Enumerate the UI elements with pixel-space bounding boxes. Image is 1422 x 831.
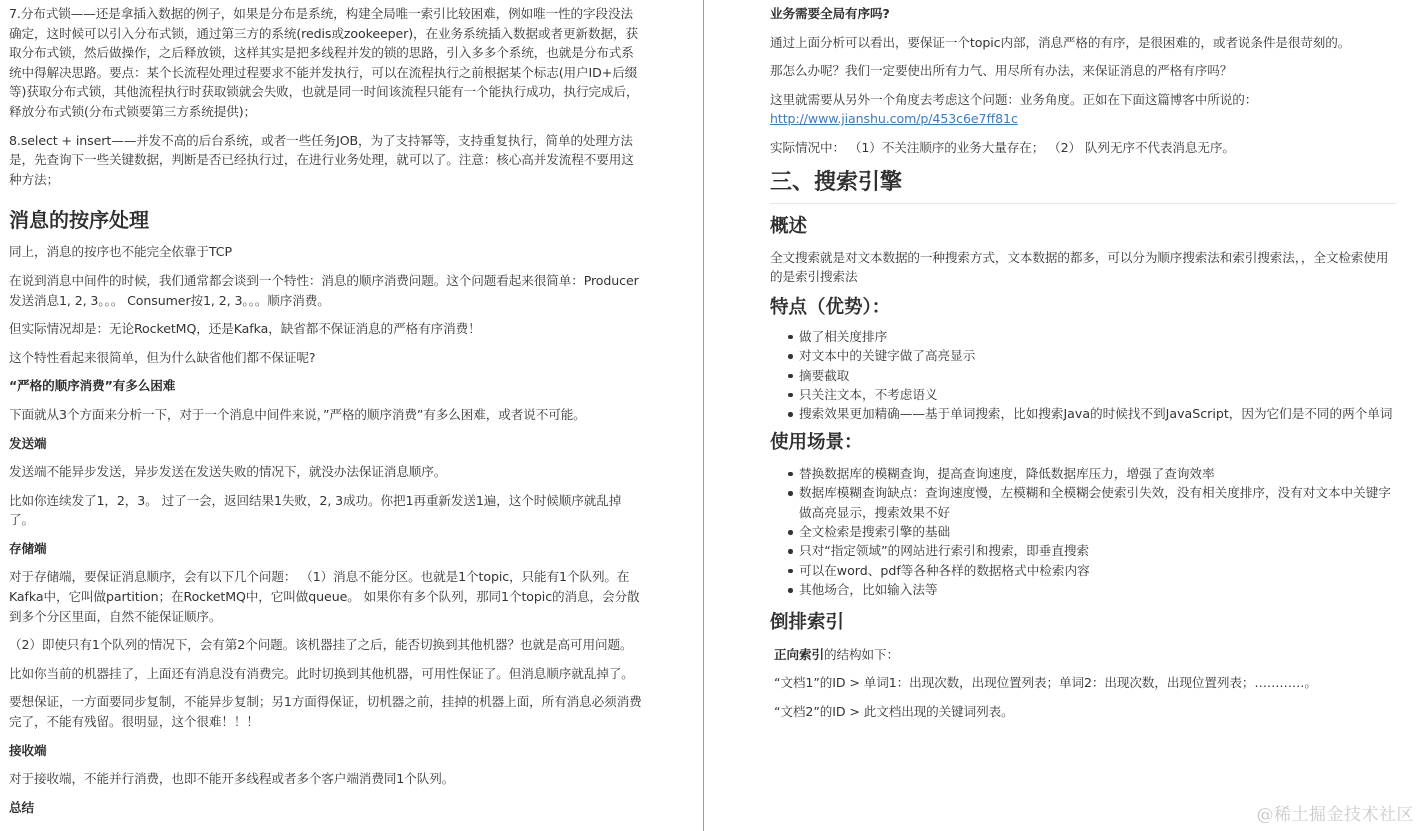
heading-storage: 存储端 bbox=[9, 540, 47, 556]
paragraph-feature: 在说到消息中间件的时候，我们通常都会谈到一个特性：消息的顺序消费问题。这个问题看起来很简单：Producer发送消息1, 2, 3。。。 Consumer按1, 2, 3。。。顺序消费。 bbox=[9, 272, 639, 308]
heading-receiver: 接收端 bbox=[9, 742, 47, 758]
scenarios-list bbox=[770, 464, 1397, 600]
heading-global-order: 业务需要全局有序吗? bbox=[770, 6, 890, 21]
list-item: 对文本中的关键字做了高亮显示 bbox=[799, 346, 1397, 365]
left-page bbox=[0, 0, 703, 831]
paragraph-sender-2: 比如你连续发了1，2，3。 过了一会，返回结果1失败，2, 3成功。你把1再重新发送1遍，这个时候顺序就乱掉了。 bbox=[9, 492, 622, 528]
right-page bbox=[704, 0, 1422, 831]
heading-inverted-index: 倒排索引 bbox=[770, 611, 845, 633]
paragraph-doc1: “文档1”的ID > 单词1：出现次数，出现位置列表；单词2：出现次数，出现位置列表；…………。 bbox=[774, 675, 1317, 691]
paragraph-overview: 全文搜索就是对文本数据的一种搜索方式，文本数据的都多，可以分为顺序搜索法和索引搜索法，，全文检索使用的是索引搜索法 bbox=[770, 249, 1389, 285]
forward-index-rest: 的结构如下： bbox=[823, 646, 899, 662]
heading-overview: 概述 bbox=[770, 215, 808, 237]
paragraph-receiver: 对于接收端，不能并行消费，也即不能开多线程或者多个客户端消费同1个队列。 bbox=[9, 771, 455, 787]
heading-message-order: 消息的按序处理 bbox=[9, 208, 149, 233]
paragraph-storage-3: 比如你当前的机器挂了，上面还有消息没有消费完。此时切换到其他机器，可用性保证了。但消息顺序就乱掉了。 bbox=[9, 665, 634, 681]
heading-features: 特点（优势）： bbox=[770, 296, 891, 318]
list-item: 替换数据库的模糊查询，提高查询速度，降低数据库压力，增强了查询效率 bbox=[799, 464, 1397, 483]
list-item: 只对“指定领域”的网站进行索引和搜索，即垂直搜索 bbox=[799, 541, 1397, 560]
heading-scenarios: 使用场景： bbox=[770, 431, 863, 453]
list-item: 搜索效果更加精确——基于单词搜索，比如搜索Java的时候找不到JavaScript，因为它们是不同的两个单词 bbox=[799, 404, 1397, 423]
list-item: 全文检索是搜索引擎的基础 bbox=[799, 522, 1397, 541]
paragraph-storage-4: 要想保证，一方面要同步复制，不能异步复制；另1方面得保证，切机器之前，挂掉的机器上面，所有消息必须消费完了，不能有残留。很明显，这个很难！！！ bbox=[9, 694, 642, 730]
paragraph-reality: 但实际情况却是：无论RocketMQ，还是Kafka，缺省都不保证消息的严格有序消费！ bbox=[9, 321, 481, 337]
paragraph-forward-index bbox=[770, 645, 1397, 665]
list-item: 其他场合，比如输入法等 bbox=[799, 580, 1397, 599]
list-item: 摘要截取 bbox=[799, 366, 1397, 385]
paragraph-select-insert: 8.select + insert——并发不高的后台系统，或者一些任务JOB，为了支持幂等，支持重复执行，简单的处理方法是，先查询下一些关键数据，判断是否已经执行过，在进行业务处理，就可以了。注意：核心高并发流程不要用这种方法； bbox=[9, 132, 634, 187]
list-item: 做了相关度排序 bbox=[799, 327, 1397, 346]
paragraph-distributed-lock: 7.分布式锁——还是拿插入数据的例子，如果是分布是系统，构建全局唯一索引比较困难，例如唯一性的字段没法确定，这时候可以引入分布式锁，通过第三方的系统(redis或zookeeper)，在业务系统插入数据或者更新数据，获取分布式锁，然后做操作，之后释放锁，这样其实是把多线程并发的锁的思路，引入多多个系统，也就是分布式系统中得解决思路。要点：某个长流程处理过程要求不能并发执行，可以在流程执行之前根据某个标志(用户ID+后缀等)获取分布式锁，其他流程执行时获取锁就会失败，也就是同一时间该流程只能有一个能执行成功，执行完成后，释放分布式锁(分布式锁要第三方系统提供)； bbox=[9, 6, 639, 119]
list-item: 只关注文本，不考虑语义 bbox=[799, 385, 1397, 404]
list-item: 数据库模糊查询缺点：查询速度慢，左模糊和全模糊会使索引失效，没有相关度排序，没有对文本中关键字做高亮显示，搜索效果不好 bbox=[799, 483, 1397, 522]
paragraph-doc2: “文档2”的ID > 此文档出现的关键词列表。 bbox=[774, 703, 1014, 719]
heading-search-engine: 三、搜索引擎 bbox=[770, 168, 1397, 204]
watermark: @稀土掘金技术社区 bbox=[1256, 805, 1414, 825]
heading-difficulty: “严格的顺序消费”有多么困难 bbox=[9, 378, 176, 394]
paragraph-why: 这个特性看起来很简单，但为什么缺省他们都不保证呢? bbox=[9, 349, 316, 365]
list-item: 可以在word、pdf等各种各样的数据格式中检索内容 bbox=[799, 561, 1397, 580]
heading-sender: 发送端 bbox=[9, 435, 47, 451]
paragraph-global-2: 那怎么办呢？我们一定要使出所有力气、用尽所有办法，来保证消息的严格有序吗？ bbox=[770, 63, 1233, 79]
paragraph-global-1: 通过上面分析可以看出，要保证一个topic内部，消息严格的有序，是很困难的，或者说条件是很苛刻的。 bbox=[770, 34, 1351, 50]
heading-summary: 总结 bbox=[9, 799, 34, 815]
features-list bbox=[770, 327, 1397, 424]
paragraph-analyze: 下面就从3个方面来分析一下，对于一个消息中间件来说，”严格的顺序消费”有多么困难，或者说不可能。 bbox=[9, 406, 586, 422]
paragraph-storage-1: 对于存储端，要保证消息顺序，会有以下几个问题： （1）消息不能分区。也就是1个topic，只能有1个队列。在Kafka中，它叫做partition；在RocketMQ中，它叫做queue。 如果你有多个队列，那同1个topic的消息，会分散到多个分区里面，自然不能保证顺序。 bbox=[9, 569, 640, 624]
forward-index-term: 正向索引 bbox=[774, 646, 824, 662]
paragraph-global-3: 这里就需要从另外一个角度去考虑这个问题：业务角度。正如在下面这篇博客中所说的： bbox=[770, 91, 1258, 107]
paragraph-tcp: 同上，消息的按序也不能完全依靠于TCP bbox=[9, 244, 232, 260]
blog-link[interactable]: http://www.jianshu.com/p/453c6e7ff81c bbox=[770, 111, 1018, 127]
paragraph-storage-2: （2）即使只有1个队列的情况下，会有第2个问题。该机器挂了之后，能否切换到其他机器？也就是高可用问题。 bbox=[9, 637, 633, 653]
paragraph-sender-1: 发送端不能异步发送，异步发送在发送失败的情况下，就没办法保证消息顺序。 bbox=[9, 464, 447, 480]
paragraph-global-4: 实际情况中： （1）不关注顺序的业务大量存在； （2） 队列无序不代表消息无序。 bbox=[770, 139, 1235, 155]
